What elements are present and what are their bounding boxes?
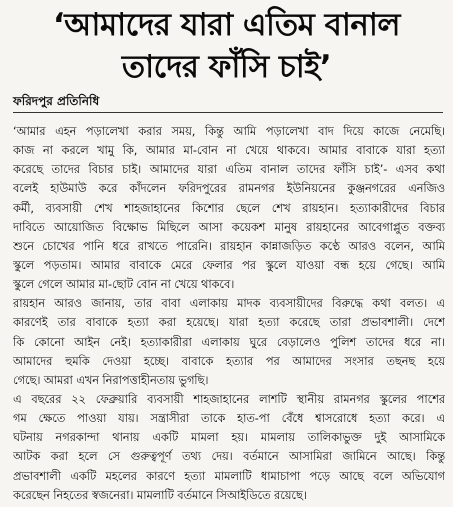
article-line: কি কোনো আইন নেই। হত্যাকারীরা এলাকায় ঘুরে বেড়ালেও পুলিশ তাদের ধরে না। [13,334,445,349]
article-line: ‘আমার এহন পড়ালেখা করার সময়, কিন্তু আমি পড়ালেখা বাদ দিয়ে কাজে নেমেছি। [13,124,445,138]
headline-line-2: তাদের ফাঁসি চাই’ [121,49,332,85]
byline: ফরিদপুর প্রতিনিধি [13,94,100,108]
article-line: গেছে। আমরা এখন নিরাপত্তাহীনতায় ভুগছি। [13,372,209,387]
article-body [13,122,445,505]
article-line: রায়হান আরও জানায়, তার বাবা এলাকায় মাদক ব্যবসায়ীদের বিরুদ্ধে কথা বলত। এ [13,296,445,311]
article-line: স্কুলে পড়তাম। আমার বাবাকে মেরে ফেলার পর স্কুলে যাওয়া বন্ধ হয়ে গেছে। আমি [13,257,445,272]
article-line: আটক করা হলে সে গুরুত্বপূর্ণ তথ্য দেয়। বর্তমানে আসামিরা জামিনে আছে। কিন্তু [13,449,445,464]
article-line: আমাদের হুমকি দেওয়া হচ্ছে। বাবাকে হত্যার পর আমাদের সংসার তছনছ হয়ে [13,353,445,368]
article-line: স্কুলে গেলে আমার মা-ছোট বোন না খেয়ে থাকবে। [13,277,235,292]
article-line: কাজ না করলে খামু কি, আমার মা-বোন না খেয়ে থাকবে। আমার বাবাকে যারা হত্যা [13,143,445,158]
headline [6,4,447,88]
headline-line-1: ‘আমাদের যারা এতিম বানাল [53,7,400,43]
article-line: এ বছরের ২২ ফেব্রুয়ারি ব্যবসায়ী শাহজাহানের লাশটি স্থানীয় রামনগর স্কুলের পাশের [13,391,445,406]
article-line: ঘটনায় নগরকান্দা থানায় একটি মামলা হয়। মামলায় তালিকাভুক্ত দুই আসামিকে [13,430,445,445]
article-line: বলেই হাউমাউ করে কাঁদলেন ফরিদপুরের রামনগর ইউনিয়নের কুঞ্জনগরের এনজিও [13,181,445,196]
article-line: প্রভাবশালী একটি মহলের কারণে হত্যা মামলাটি ধামাচাপা পড়ে আছে বলে অভিযোগ [13,468,445,483]
byline-divider [13,112,443,113]
article-line: গম ক্ষেতে পাওয়া যায়। সন্ত্রাসীরা তাকে হাত-পা বেঁধে শ্বাসরোধে হত্যা করে। এ [13,411,445,426]
article-line: দাবিতে আয়োজিত বিক্ষোভ মিছিলে আসা কয়েকশ মানুষ রায়হানের আবেগাপ্লুত বক্তব্য [13,219,445,234]
article-line: করেছে তাদের বিচার চাই। আমাদের যারা এতিম বানাল তাদের ফাঁসি চাই’- এসব কথা [13,162,445,177]
article-line: কর্মী, ব্যবসায়ী শেখ শাহজাহানের কিশোর ছেলে শেখ রায়হান। হত্যাকারীদের বিচার [13,200,445,215]
article-line: কারণেই তার বাবাকে হত্যা করা হয়েছে। যারা হত্যা করেছে তারা প্রভাবশালী। দেশে [13,315,445,330]
article-line: শুনে চোখের পানি ধরে রাখতে পারেনি। রায়হান কান্নাজড়িত কণ্ঠে আরও বলেন, আমি [13,238,445,253]
article-line: করেছেন নিহতের স্বজনেরা। মামলাটি বর্তমানে সিআইডিতে রয়েছে। [13,487,307,502]
